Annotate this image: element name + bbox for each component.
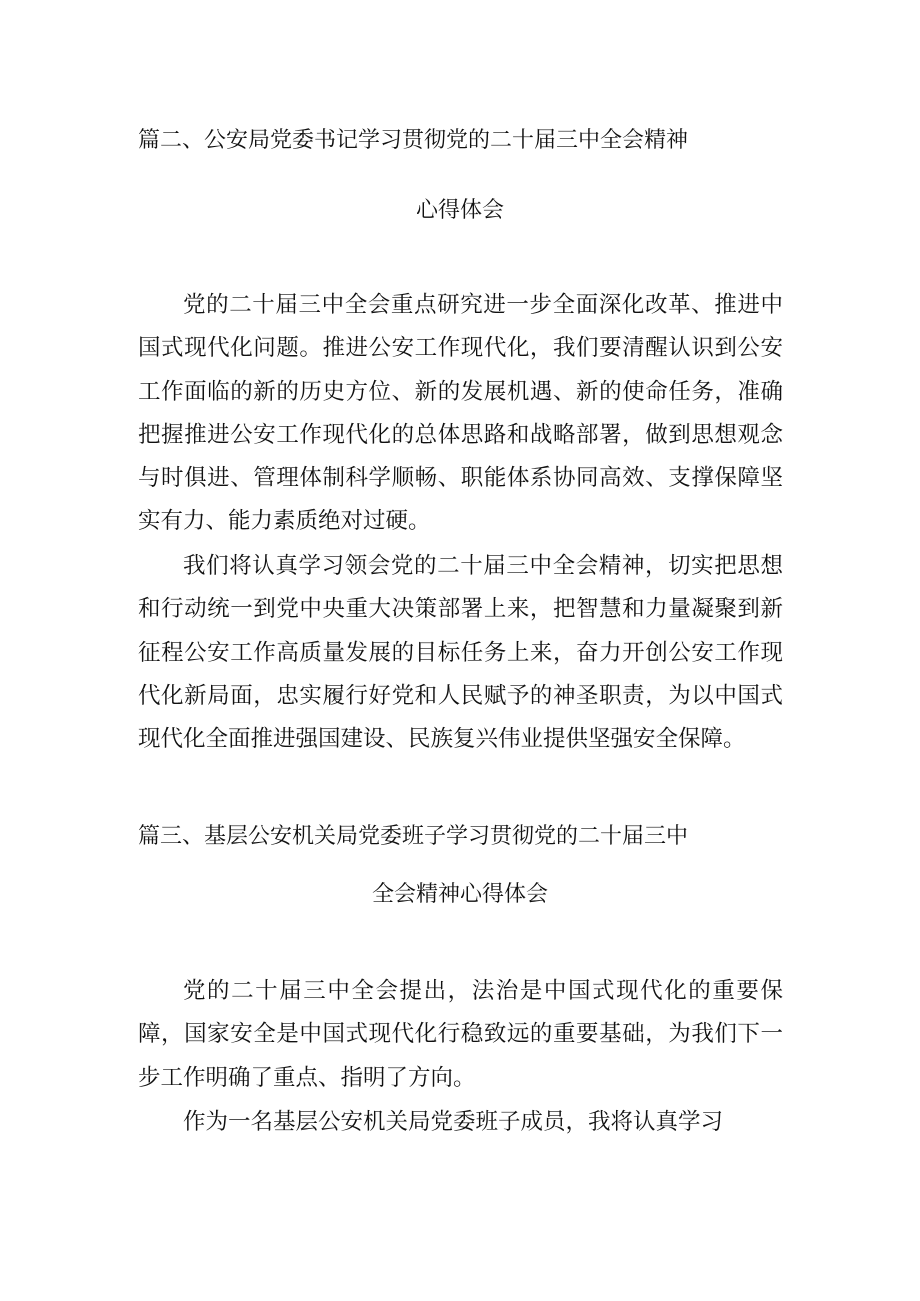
section3-heading-line2: 全会精神心得体会 [371, 882, 548, 907]
section3-heading-line1: 篇三、基层公安机关局党委班子学习贯彻党的二十届三中 [138, 824, 689, 849]
section2-heading-line2: 心得体会 [415, 198, 504, 223]
section3-paragraph-1: 党的二十届三中全会提出，法治是中国式现代化的重要保障，国家安全是中国式现代化行稳致远的重要基础，为我们下一步工作明确了重点、指明了方向。 [138, 978, 783, 1091]
section2-paragraph-2: 我们将认真学习领会党的二十届三中全会精神，切实把思想和行动统一到党中央重大决策部署上来，把智慧和力量凝聚到新征程公安工作高质量发展的目标任务上来，奋力开创公安工作现代化新局面，忠实履行好党和人民赋予的神圣职责，为以中国式现代化全面推进强国建设、民族复兴伟业提供坚强安全保障。 [138, 553, 783, 753]
section2-heading-line1: 篇二、公安局党委书记学习贯彻党的二十届三中全会精神 [138, 128, 689, 153]
section2-paragraph-1: 党的二十届三中全会重点研究进一步全面深化改革、推进中国式现代化问题。推进公安工作现代化，我们要清醒认识到公安工作面临的新的历史方位、新的发展机遇、新的使命任务，准确把握推进公安工作现代化的总体思路和战略部署，做到思想观念与时俱进、管理体制科学顺畅、职能体系协同高效、支撑保障坚实有力、能力素质绝对过硬。 [138, 292, 783, 535]
section3-paragraph-2: 作为一名基层公安机关局党委班子成员，我将认真学习 [183, 1109, 724, 1135]
